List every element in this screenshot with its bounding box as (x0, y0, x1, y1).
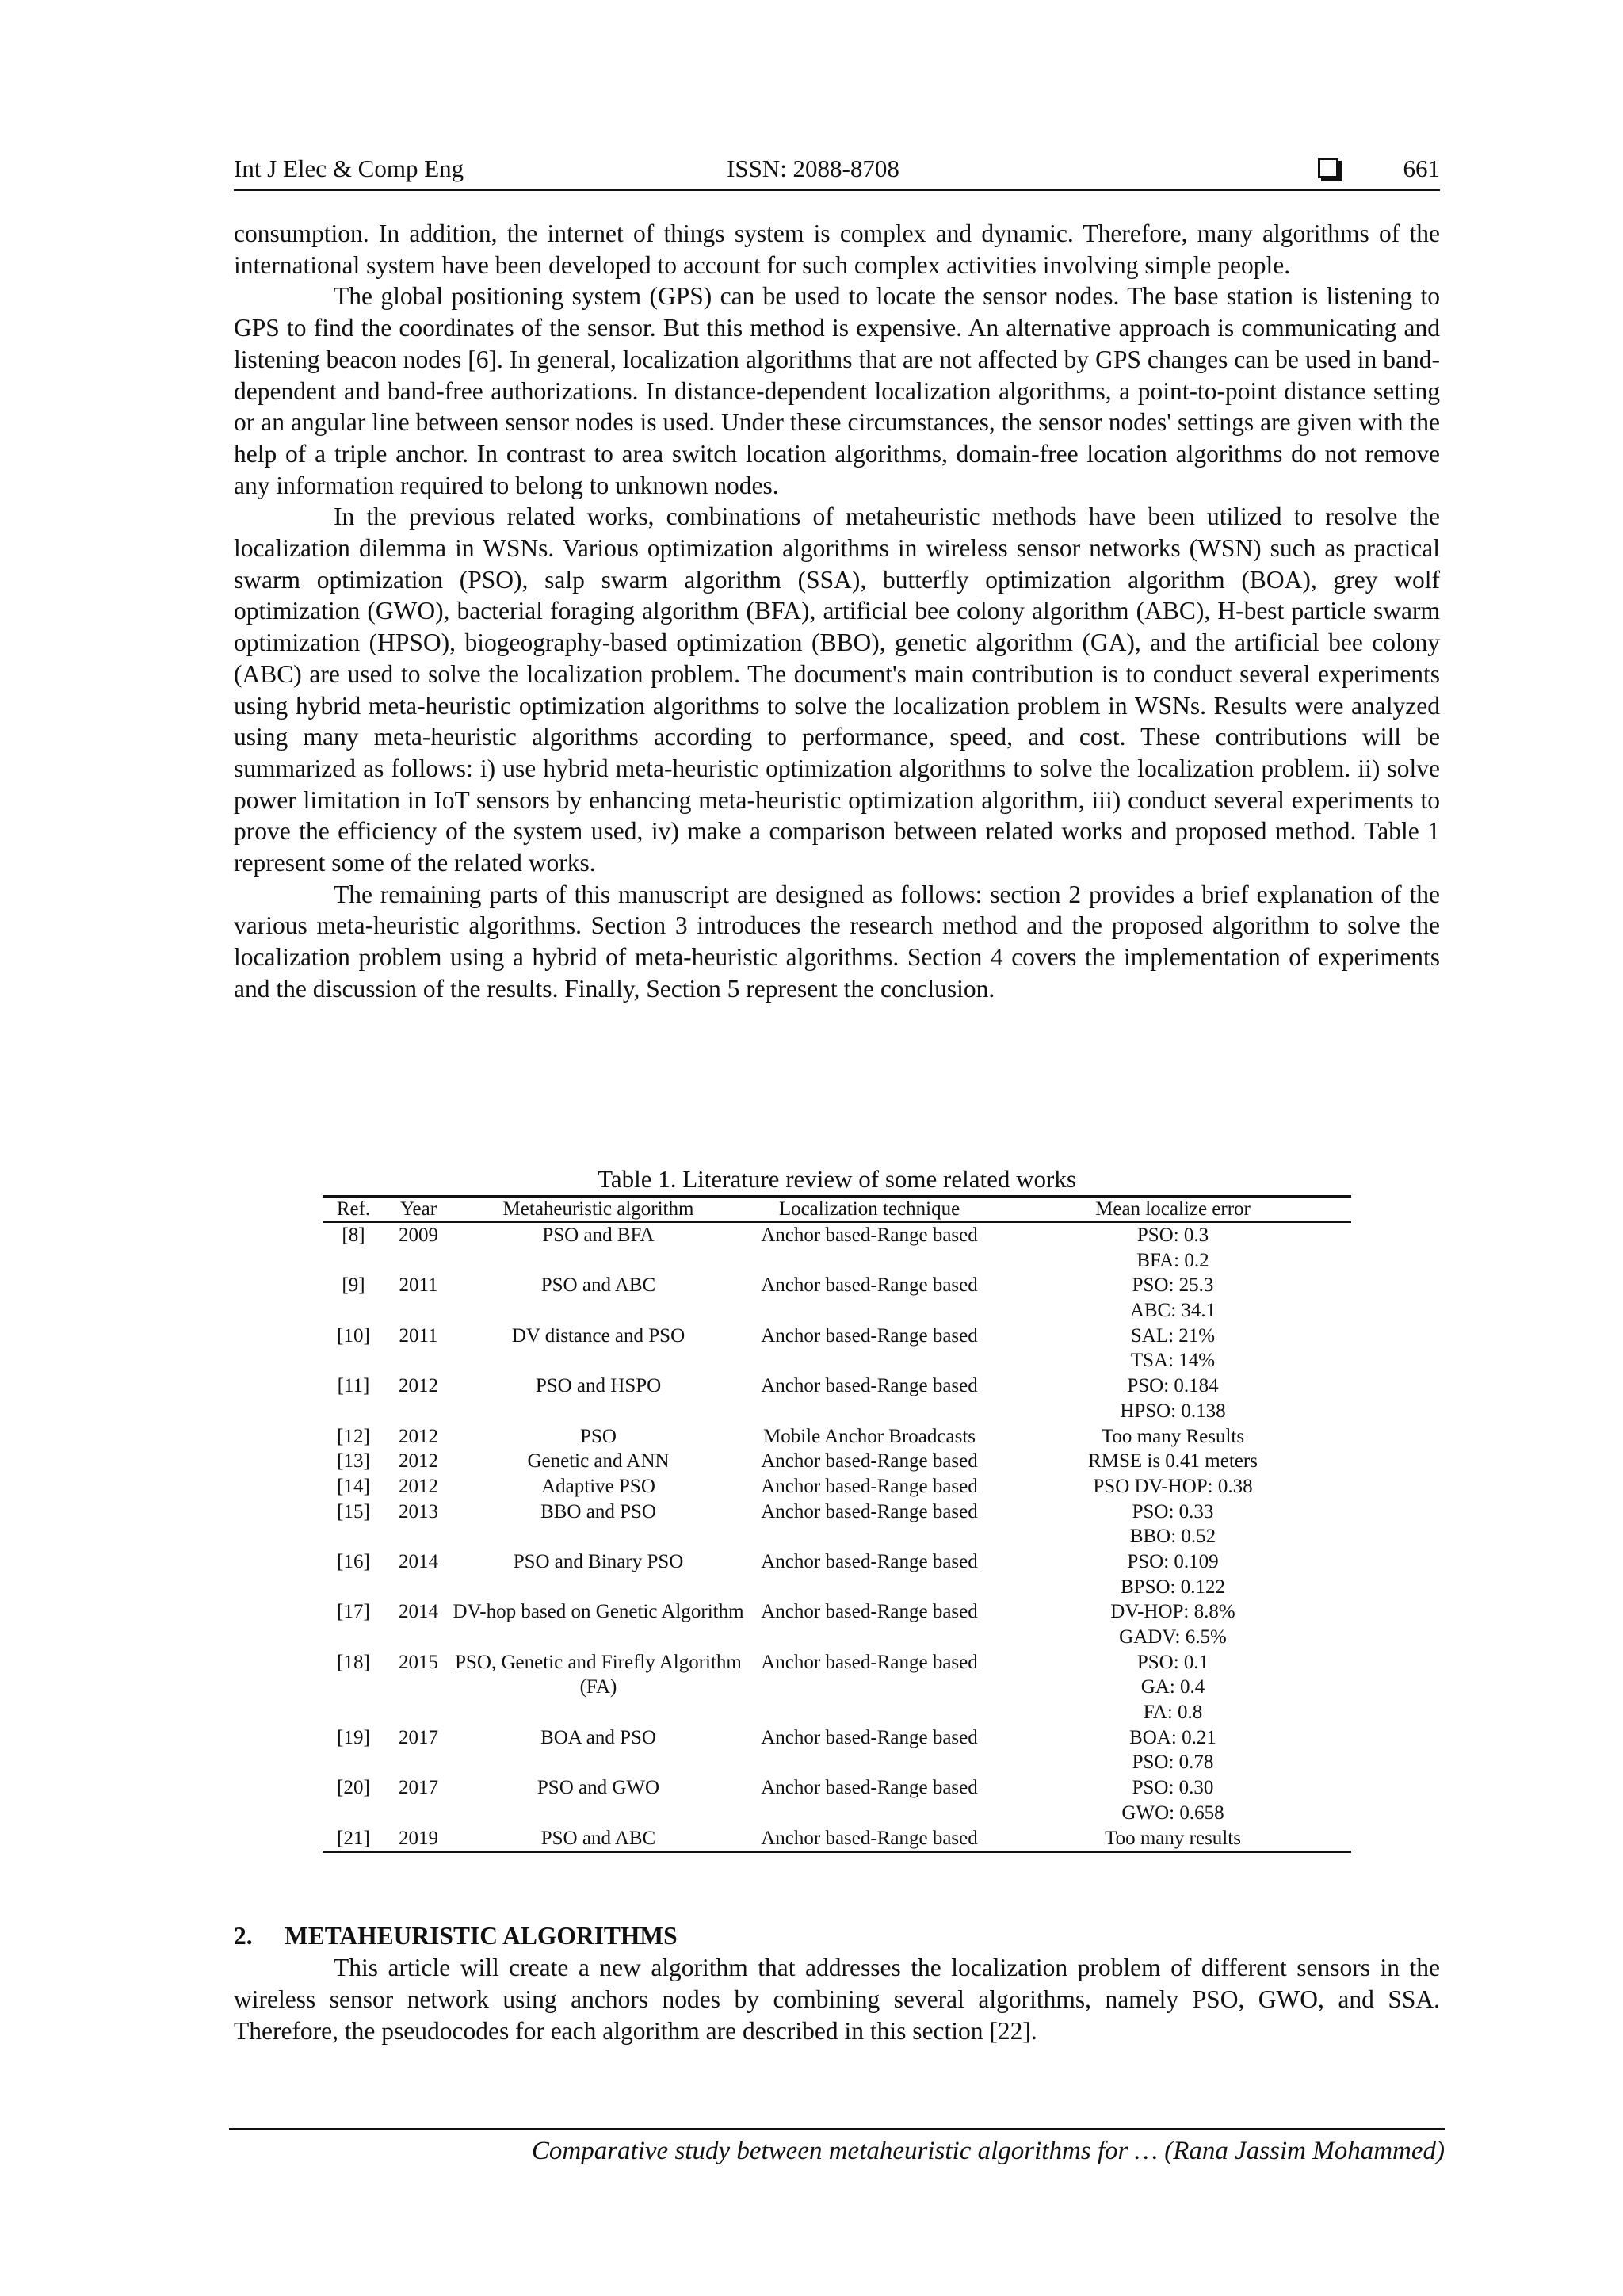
error-value: PSO DV-HOP: 0.38 (1093, 1475, 1253, 1497)
paragraph-related-works: In the previous related works, combinations of metaheuristic methods have been utilized to resolve the localization dilemma in WSNs. Various optimization algorithms in wireless sensor networks (WSN) such as practical swarm optimization (PSO), salp swarm algorithm (SSA), butterfly optimization algorithm (BOA), grey wolf optimization (GWO), bacterial foraging algorithm (BFA), artificial bee colony algorithm (ABC), H-best particle swarm optimization (HPSO), biogeography-based optimization (BBO), genetic algorithm (GA), and the artificial bee colony (ABC) are used to solve the localization problem. The document's main contribution is to conduct several experiments using hybrid meta-heuristic optimization algorithms to solve the localization problem in WSNs. Results were analyzed using many meta-heuristic algorithms according to performance, speed, and cost. These contributions will be summarized as follows: i) use hybrid meta-heuristic optimization algorithms to solve the localization problem. ii) solve power limitation in IoT sensors by enhancing meta-heuristic optimization algorithm, iii) conduct several experiments to prove the efficiency of the system used, iv) make a comparison between related works and proposed method. Table 1 represent some of the related works. (234, 502, 1440, 877)
table-header-row (323, 1197, 1351, 1223)
cell-error (995, 1273, 1351, 1323)
cell-algorithm-text: DV distance and PSO (511, 1324, 685, 1347)
cell-ref-text: [18] (337, 1651, 370, 1673)
paragraph-continuation: consumption. In addition, the internet of things system is complex and dynamic. Therefore, many algorithms of the international system have been developed to account for such complex activities involving simple people. (234, 220, 1440, 279)
error-value: BBO: 0.52 (1129, 1526, 1216, 1548)
error-value: PSO: 0.109 (1127, 1550, 1219, 1572)
table-row (323, 1424, 1351, 1450)
table-row (323, 1650, 1351, 1725)
cell-algorithm (453, 1373, 744, 1423)
cell-ref-text: [9] (342, 1274, 365, 1297)
cell-year-text: 2012 (399, 1375, 438, 1397)
cell-year-text: 2017 (399, 1726, 438, 1748)
cell-technique-text: Anchor based-Range based (761, 1475, 978, 1497)
cell-algorithm (453, 1222, 744, 1273)
cell-algorithm (453, 1725, 744, 1775)
cell-ref (323, 1599, 384, 1649)
error-value: ABC: 34.1 (1129, 1300, 1216, 1322)
cell-algorithm-text: PSO, Genetic and Firefly Algorithm (FA) (455, 1651, 742, 1698)
cell-year-text: 2009 (399, 1224, 438, 1246)
cell-technique (744, 1424, 995, 1450)
cell-ref (323, 1273, 384, 1323)
cell-year-text: 2013 (399, 1500, 438, 1522)
cell-algorithm (453, 1499, 744, 1549)
table-row (323, 1775, 1351, 1825)
section-number: 2. (234, 1922, 253, 1950)
cell-technique-text: Anchor based-Range based (761, 1601, 978, 1623)
cell-year-text: 2012 (399, 1475, 438, 1497)
cell-year (384, 1599, 453, 1649)
cell-technique (744, 1826, 995, 1852)
table-grid (323, 1195, 1351, 1853)
cell-year (384, 1826, 453, 1852)
cell-technique-text: Anchor based-Range based (761, 1450, 978, 1473)
cell-ref-text: [11] (337, 1375, 370, 1397)
cell-technique-text: Anchor based-Range based (761, 1274, 978, 1297)
cell-technique-text: Anchor based-Range based (761, 1827, 978, 1849)
cell-algorithm-text: PSO and ABC (540, 1274, 656, 1297)
cell-technique-text: Anchor based-Range based (761, 1550, 978, 1572)
cell-year-text: 2014 (399, 1550, 438, 1572)
cell-ref (323, 1424, 384, 1450)
cell-error (995, 1222, 1351, 1273)
error-value: BFA: 0.2 (1136, 1249, 1209, 1271)
cell-ref-text: [14] (337, 1475, 370, 1497)
error-value: PSO: 0.78 (1132, 1752, 1214, 1774)
table-row (323, 1549, 1351, 1599)
issn: ISSN: 2088-8708 (727, 155, 899, 182)
cell-algorithm (453, 1650, 744, 1725)
checkbox-square-icon (1318, 158, 1338, 178)
section-title: METAHEURISTIC ALGORITHMS (285, 1922, 678, 1950)
cell-algorithm (453, 1474, 744, 1499)
table-row (323, 1222, 1351, 1273)
cell-technique (744, 1775, 995, 1825)
cell-technique-text: Mobile Anchor Broadcasts (762, 1425, 976, 1447)
cell-technique (744, 1499, 995, 1549)
paragraph-organization: The remaining parts of this manuscript are designed as follows: section 2 provides a brief explanation of the various meta-heuristic algorithms. Section 3 introduces the research method and the proposed algorithm to solve the localization problem using a hybrid of meta-heuristic algorithms. Section 4 covers the implementation of experiments and the discussion of the results. Finally, Section 5 represent the conclusion. (234, 880, 1440, 1003)
cell-technique-text: Anchor based-Range based (761, 1777, 978, 1799)
cell-algorithm-text: PSO (580, 1425, 617, 1447)
cell-technique (744, 1650, 995, 1725)
cell-algorithm-text: BOA and PSO (540, 1726, 656, 1748)
cell-algorithm (453, 1324, 744, 1373)
cell-ref (323, 1775, 384, 1825)
error-value: Too many results (1105, 1827, 1241, 1849)
cell-year-text: 2011 (399, 1324, 438, 1347)
cell-technique (744, 1324, 995, 1373)
error-value: BOA: 0.21 (1129, 1726, 1216, 1748)
error-value: PSO: 0.30 (1132, 1777, 1214, 1799)
cell-algorithm (453, 1599, 744, 1649)
cell-ref (323, 1222, 384, 1273)
table-row (323, 1499, 1351, 1549)
section-paragraph: This article will create a new algorithm that addresses the localization problem of different sensors in the wireless sensor network using anchors nodes by combining several algorithms, namely PSO, GWO, and SSA. Therefore, the pseudocodes for each algorithm are described in this section [22]. (234, 1954, 1440, 2045)
section-body (234, 1952, 1440, 2047)
cell-ref-text: [16] (337, 1550, 370, 1572)
cell-ref (323, 1324, 384, 1373)
cell-ref-text: [13] (337, 1450, 370, 1473)
cell-year (384, 1474, 453, 1499)
error-value: TSA: 14% (1130, 1350, 1216, 1372)
error-value: PSO: 0.1 (1136, 1651, 1209, 1673)
error-value: PSO: 25.3 (1132, 1274, 1214, 1297)
cell-error (995, 1424, 1351, 1450)
cell-algorithm (453, 1826, 744, 1852)
cell-algorithm (453, 1449, 744, 1474)
cell-ref (323, 1499, 384, 1549)
table-row (323, 1449, 1351, 1474)
error-value: GA: 0.4 (1140, 1676, 1205, 1698)
journal-name: Int J Elec & Comp Eng (234, 155, 464, 182)
literature-table (323, 1165, 1351, 1853)
cell-technique (744, 1449, 995, 1474)
cell-year (384, 1324, 453, 1373)
cell-error (995, 1775, 1351, 1825)
cell-technique-text: Anchor based-Range based (761, 1651, 978, 1673)
error-value: PSO: 0.184 (1127, 1375, 1219, 1397)
cell-algorithm (453, 1549, 744, 1599)
cell-ref-text: [10] (337, 1324, 370, 1347)
table-row (323, 1599, 1351, 1649)
col-header-error: Mean localize error (995, 1197, 1351, 1223)
cell-error (995, 1499, 1351, 1549)
cell-algorithm-text: PSO and HSPO (535, 1375, 662, 1397)
cell-year (384, 1222, 453, 1273)
error-value: HPSO: 0.138 (1120, 1400, 1226, 1422)
cell-ref (323, 1474, 384, 1499)
cell-algorithm-text: Adaptive PSO (541, 1475, 655, 1497)
cell-ref-text: [8] (342, 1224, 365, 1246)
error-value: GADV: 6.5% (1119, 1626, 1227, 1648)
cell-ref-text: [15] (337, 1500, 370, 1522)
error-value: FA: 0.8 (1143, 1702, 1203, 1724)
col-header-ref: Ref. (323, 1197, 384, 1223)
cell-year (384, 1650, 453, 1725)
error-value: PSO: 0.3 (1136, 1224, 1209, 1246)
cell-technique (744, 1222, 995, 1273)
table-row (323, 1373, 1351, 1423)
cell-ref (323, 1449, 384, 1474)
table-body (323, 1222, 1351, 1852)
cell-algorithm-text: Genetic and ANN (527, 1450, 670, 1473)
cell-technique (744, 1599, 995, 1649)
cell-year-text: 2012 (399, 1450, 438, 1473)
cell-ref-text: [17] (337, 1601, 370, 1623)
error-value: PSO: 0.33 (1132, 1500, 1214, 1522)
cell-technique (744, 1549, 995, 1599)
cell-technique-text: Anchor based-Range based (761, 1500, 978, 1522)
cell-year (384, 1725, 453, 1775)
table-caption: Table 1. Literature review of some related works (598, 1165, 1076, 1193)
running-header (234, 153, 1440, 188)
cell-algorithm-text: BBO and PSO (540, 1500, 656, 1522)
cell-error (995, 1324, 1351, 1373)
cell-error (995, 1650, 1351, 1725)
cell-error (995, 1373, 1351, 1423)
cell-algorithm-text: PSO and ABC (540, 1827, 656, 1849)
cell-year-text: 2015 (399, 1651, 438, 1673)
error-value: RMSE is 0.41 meters (1088, 1450, 1258, 1473)
running-footer: Comparative study between metaheuristic algorithms for … (Rana Jassim Mohammed) (531, 2137, 1445, 2165)
section-heading (234, 1920, 678, 1952)
table-row (323, 1474, 1351, 1499)
cell-ref (323, 1549, 384, 1599)
cell-ref-text: [19] (337, 1726, 370, 1748)
cell-error (995, 1474, 1351, 1499)
cell-error (995, 1725, 1351, 1775)
cell-ref (323, 1826, 384, 1852)
cell-ref-text: [20] (337, 1777, 370, 1799)
cell-year-text: 2019 (399, 1827, 438, 1849)
cell-algorithm-text: PSO and BFA (542, 1224, 655, 1246)
cell-technique-text: Anchor based-Range based (761, 1726, 978, 1748)
footer-rule (229, 2128, 1445, 2130)
page-number: 661 (1403, 155, 1440, 182)
cell-ref-text: [12] (337, 1425, 370, 1447)
cell-year-text: 2012 (399, 1425, 438, 1447)
cell-year (384, 1273, 453, 1323)
table-row (323, 1324, 1351, 1373)
paragraph-gps: The global positioning system (GPS) can be used to locate the sensor nodes. The base station is listening to GPS to find the coordinates of the sensor. But this method is expensive. An alternative approach is communicating and listening beacon nodes [6]. In general, localization algorithms that are not affected by GPS changes can be used in band-dependent and band-free authorizations. In distance-dependent localization algorithms, a point-to-point distance setting or an angular line between sensor nodes is used. Under these circumstances, the sensor nodes' settings are given with the help of a triple anchor. In contrast to area switch location algorithms, domain-free location algorithms do not remove any information required to belong to unknown nodes. (234, 282, 1440, 499)
body-text (234, 218, 1440, 1005)
cell-algorithm (453, 1273, 744, 1323)
cell-error (995, 1549, 1351, 1599)
table-row (323, 1725, 1351, 1775)
col-header-algorithm: Metaheuristic algorithm (453, 1197, 744, 1223)
error-value: GWO: 0.658 (1121, 1801, 1224, 1824)
cell-algorithm-text: PSO and GWO (537, 1777, 660, 1799)
cell-year-text: 2017 (399, 1777, 438, 1799)
cell-year-text: 2011 (399, 1274, 438, 1297)
cell-technique-text: Anchor based-Range based (761, 1375, 978, 1397)
cell-year (384, 1775, 453, 1825)
cell-error (995, 1449, 1351, 1474)
cell-error (995, 1826, 1351, 1852)
header-rule (234, 189, 1440, 191)
col-header-technique: Localization technique (744, 1197, 995, 1223)
cell-ref (323, 1725, 384, 1775)
error-value: BPSO: 0.122 (1121, 1576, 1225, 1598)
cell-year (384, 1424, 453, 1450)
cell-year (384, 1549, 453, 1599)
cell-technique (744, 1474, 995, 1499)
cell-ref (323, 1650, 384, 1725)
col-header-year: Year (384, 1197, 453, 1223)
cell-technique-text: Anchor based-Range based (761, 1224, 978, 1246)
cell-technique (744, 1273, 995, 1323)
cell-technique-text: Anchor based-Range based (761, 1324, 978, 1347)
table-row (323, 1826, 1351, 1852)
cell-year (384, 1449, 453, 1474)
cell-year-text: 2014 (399, 1601, 438, 1623)
cell-year (384, 1499, 453, 1549)
cell-year (384, 1373, 453, 1423)
cell-algorithm-text: PSO and Binary PSO (513, 1550, 684, 1572)
cell-algorithm-text: DV-hop based on Genetic Algorithm (453, 1601, 744, 1623)
error-value: DV-HOP: 8.8% (1110, 1601, 1235, 1623)
error-value: SAL: 21% (1130, 1324, 1216, 1347)
cell-error (995, 1599, 1351, 1649)
cell-ref (323, 1373, 384, 1423)
cell-algorithm (453, 1775, 744, 1825)
cell-ref-text: [21] (337, 1827, 370, 1849)
table-row (323, 1273, 1351, 1323)
cell-technique (744, 1725, 995, 1775)
cell-technique (744, 1373, 995, 1423)
error-value: Too many Results (1101, 1425, 1245, 1447)
cell-algorithm (453, 1424, 744, 1450)
